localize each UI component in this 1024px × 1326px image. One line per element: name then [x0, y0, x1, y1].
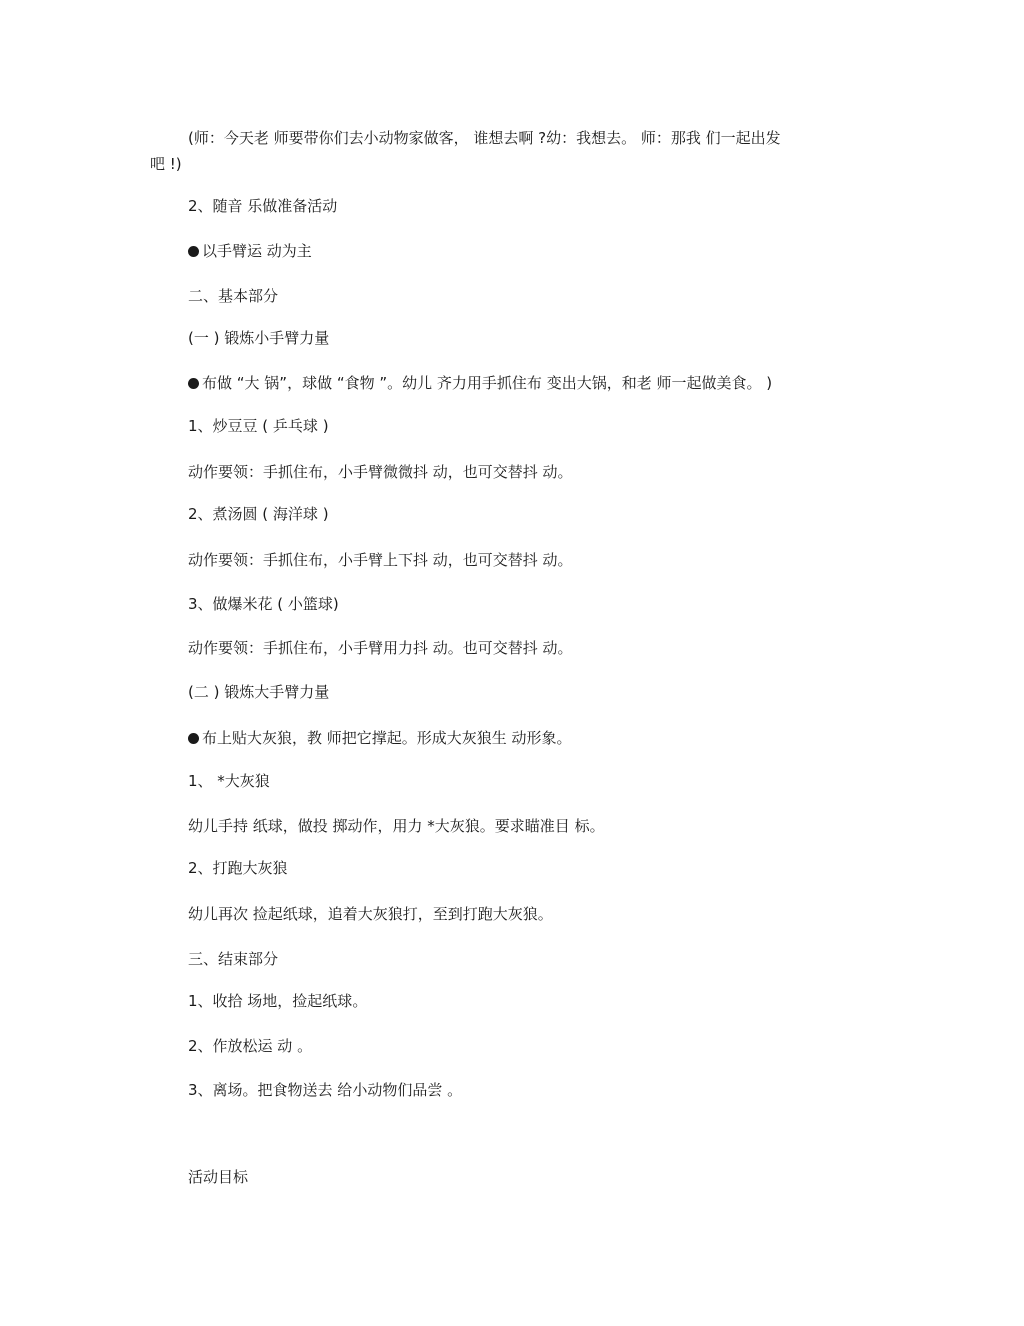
prep-note — [188, 241, 312, 261]
bullet-icon — [188, 378, 199, 389]
item2-desc: 动作要领：手抓住布，小手臂上下抖 动，也可交替抖 动。 — [188, 551, 573, 569]
wolf1-title: 1、 *大灰狼 — [188, 772, 270, 790]
item3-title: 3、做爆米花 ( 小篮球) — [188, 595, 339, 613]
end-item-3: 3、离场。把食物送去 给小动物们品尝 。 — [188, 1081, 463, 1099]
section2-title: 二、基本部分 — [188, 287, 279, 305]
part2-title: (二 ) 锻炼大手臂力量 — [188, 683, 330, 701]
wolf2-title: 2、打跑大灰狼 — [188, 859, 288, 877]
bullet-icon — [188, 733, 199, 744]
part1-note-text: 布做 “大 锅”，球做 “食物 ”。幼儿 齐力用手抓住布 变出大锅，和老 师一起做美食。 ) — [202, 374, 773, 392]
end-item-1: 1、收拾 场地，捡起纸球。 — [188, 992, 368, 1010]
wolf1-desc: 幼儿手持 纸球，做投 掷动作，用力 *大灰狼。要求瞄准目 标。 — [188, 817, 605, 835]
item1-title: 1、炒豆豆 ( 乒乓球 ) — [188, 417, 329, 435]
part1-note — [188, 373, 772, 393]
item2-title: 2、煮汤圆 ( 海洋球 ) — [188, 505, 329, 523]
part2-note-text: 布上贴大灰狼，教 师把它撑起。形成大灰狼生 动形象。 — [202, 729, 572, 747]
bullet-icon — [188, 246, 199, 257]
intro-line-1: (师：今天老 师要带你们去小动物家做客， 谁想去啊 ?幼：我想去。 师：那我 们一起出发 — [188, 129, 781, 147]
section3-title: 三、结束部分 — [188, 950, 279, 968]
intro-line-2: 吧 !) — [150, 155, 182, 173]
prep-note-text: 以手臂运 动为主 — [202, 242, 312, 260]
prep-activity: 2、随音 乐做准备活动 — [188, 197, 338, 215]
item1-desc: 动作要领：手抓住布，小手臂微微抖 动，也可交替抖 动。 — [188, 463, 573, 481]
part2-note — [188, 728, 572, 748]
part1-title: (一 ) 锻炼小手臂力量 — [188, 329, 330, 347]
wolf2-desc: 幼儿再次 捡起纸球，追着大灰狼打，至到打跑大灰狼。 — [188, 905, 553, 923]
end-item-2: 2、作放松运 动 。 — [188, 1037, 313, 1055]
item3-desc: 动作要领：手抓住布，小手臂用力抖 动。也可交替抖 动。 — [188, 639, 573, 657]
goals-title: 活动目标 — [188, 1168, 249, 1186]
